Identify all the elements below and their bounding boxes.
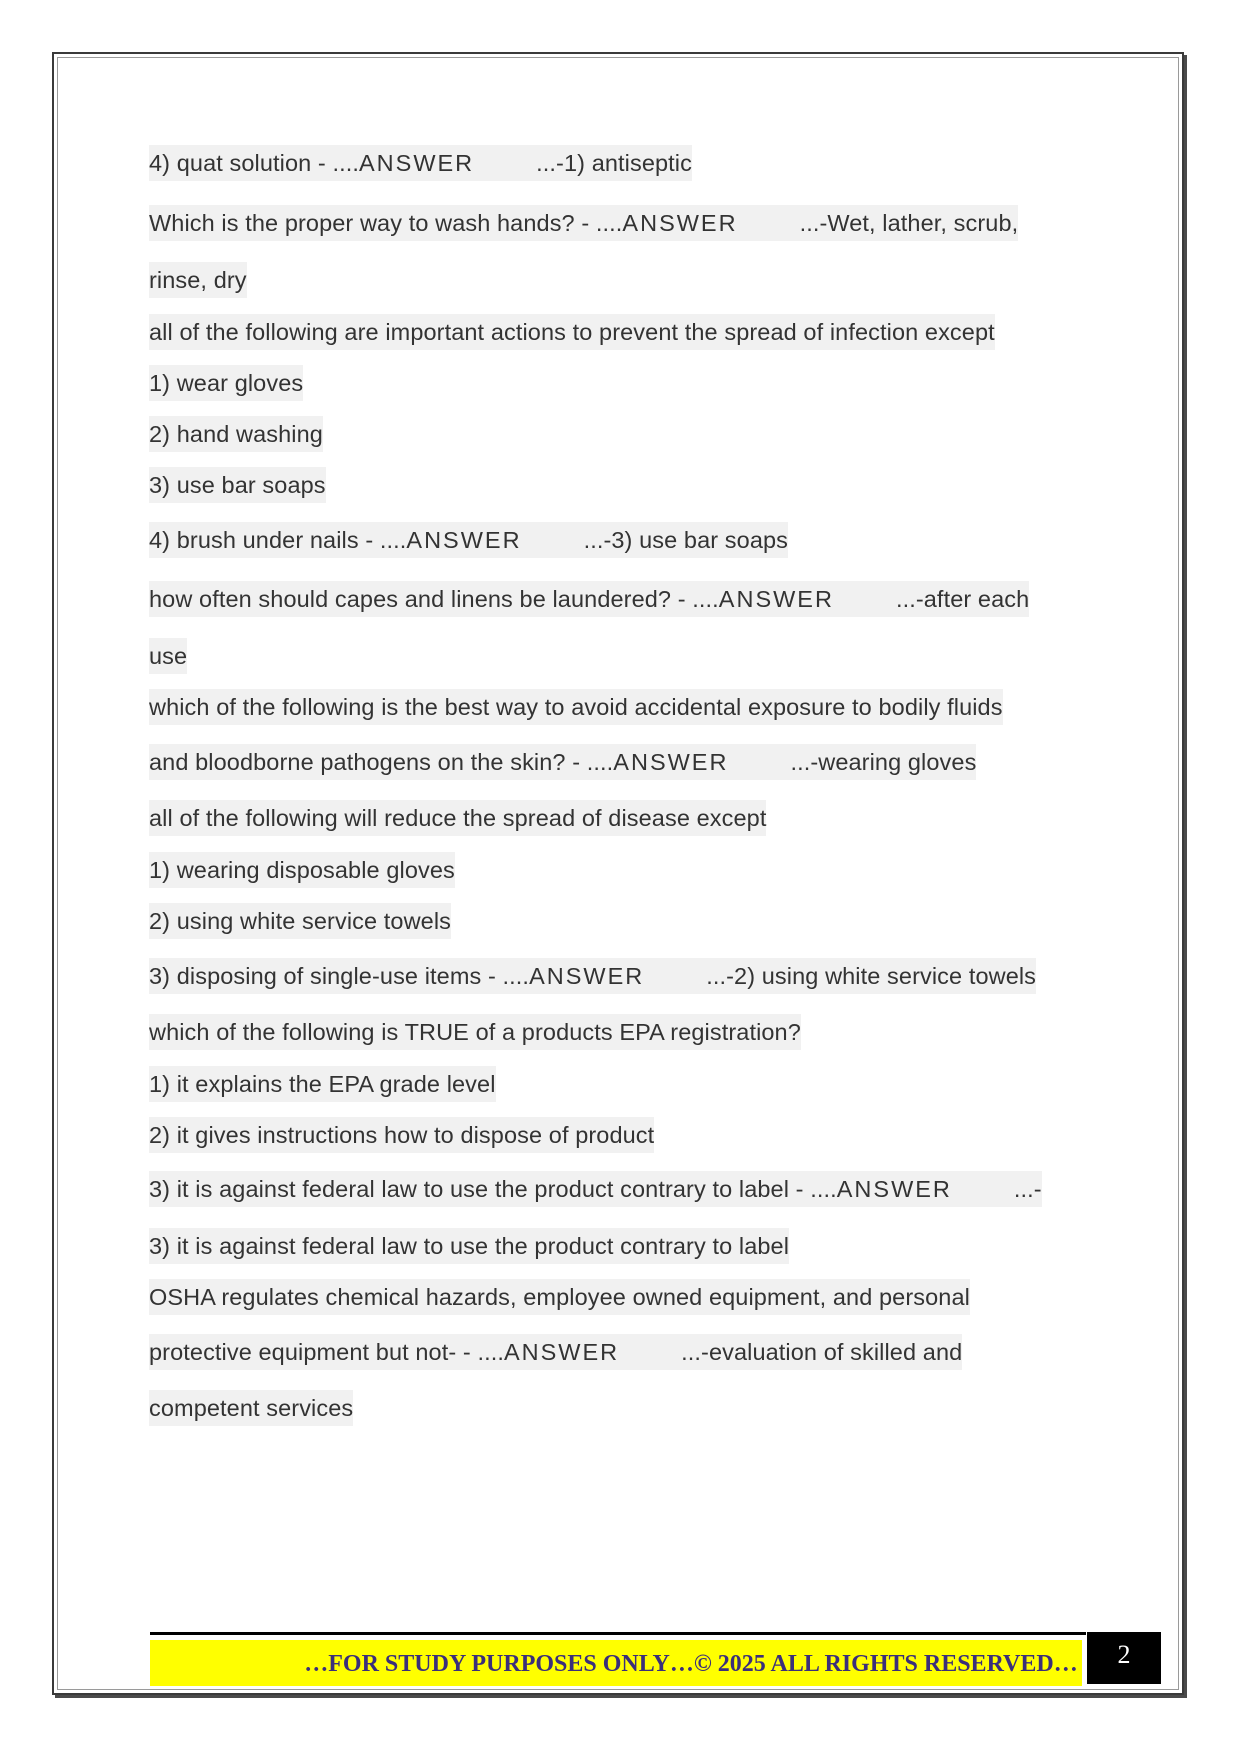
page-number: 2	[1087, 1632, 1161, 1684]
text-line: 2) using white service towels	[149, 903, 451, 939]
text-line: all of the following are important actions to prevent the spread of infection except	[149, 314, 995, 350]
answer-label: ANSWER	[359, 150, 475, 176]
text-line: which of the following is TRUE of a products EPA registration?	[149, 1014, 801, 1050]
text-line: use	[149, 638, 187, 674]
answer-label: ANSWER	[718, 586, 834, 612]
qa-line: protective equipment but not- - ....ANSWER ...-evaluation of skilled and	[149, 1334, 962, 1370]
text-line: 2) it gives instructions how to dispose of product	[149, 1117, 654, 1153]
qa-line: Which is the proper way to wash hands? - ....ANSWER ...-Wet, lather, scrub,	[149, 205, 1018, 241]
qa-line: how often should capes and linens be laundered? - ....ANSWER ...-after each	[149, 581, 1029, 617]
qa-line: 4) quat solution - ....ANSWER ...-1) antiseptic	[149, 145, 692, 181]
text-line: which of the following is the best way to avoid accidental exposure to bodily fluids	[149, 689, 1003, 725]
text-line: OSHA regulates chemical hazards, employee owned equipment, and personal	[149, 1279, 970, 1315]
footer-notice: …FOR STUDY PURPOSES ONLY…© 2025 ALL RIGHTS RESERVED…	[150, 1640, 1082, 1686]
answer-label: ANSWER	[622, 210, 738, 236]
text-line: 1) wearing disposable gloves	[149, 852, 455, 888]
answer-label: ANSWER	[406, 527, 522, 553]
text-line: all of the following will reduce the spread of disease except	[149, 800, 766, 836]
answer-label: ANSWER	[613, 749, 729, 775]
footer-rule	[150, 1632, 1086, 1635]
answer-label: ANSWER	[836, 1176, 952, 1202]
text-line: rinse, dry	[149, 262, 247, 298]
text-line: 1) wear gloves	[149, 365, 303, 401]
text-line: 3) use bar soaps	[149, 467, 326, 503]
qa-line: 4) brush under nails - ....ANSWER ...-3) use bar soaps	[149, 522, 788, 558]
text-line: 2) hand washing	[149, 416, 323, 452]
text-line: competent services	[149, 1390, 353, 1426]
text-line: 1) it explains the EPA grade level	[149, 1066, 496, 1102]
answer-label: ANSWER	[529, 963, 645, 989]
qa-line: 3) disposing of single-use items - ....ANSWER ...-2) using white service towels	[149, 958, 1036, 994]
qa-line: 3) it is against federal law to use the product contrary to label - ....ANSWER ...-	[149, 1171, 1042, 1207]
text-line: 3) it is against federal law to use the product contrary to label	[149, 1228, 789, 1264]
answer-label: ANSWER	[503, 1339, 620, 1365]
qa-line: and bloodborne pathogens on the skin? - ....ANSWER ...-wearing gloves	[149, 744, 976, 780]
